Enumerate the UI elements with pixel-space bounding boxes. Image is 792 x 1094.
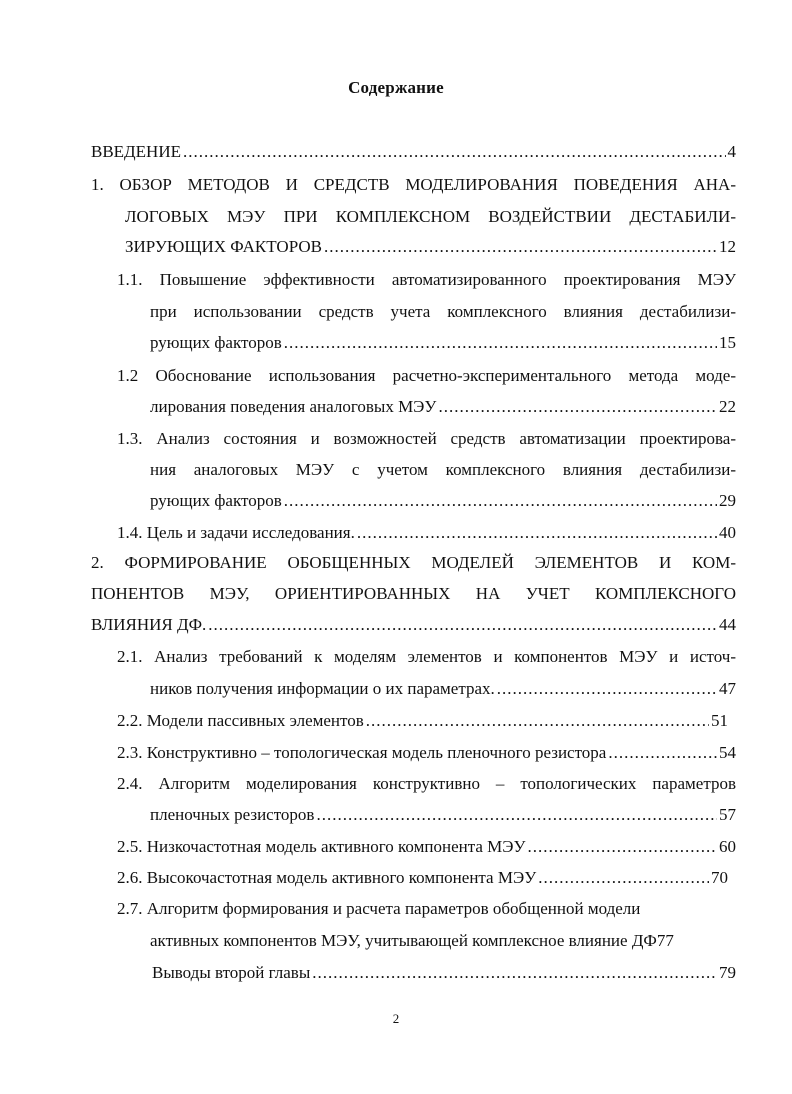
toc-entry-text: 1.3. Анализ состояния и возможностей средств автоматизации проектирова- — [117, 429, 736, 448]
page-title: Содержание — [348, 78, 444, 97]
toc-section-2-3 — [117, 743, 736, 763]
toc-page-number: 79 — [719, 963, 736, 982]
toc-page-number: 57 — [719, 805, 736, 824]
toc-page-number: 51 — [711, 711, 728, 730]
toc-entry-text: ВВЕДЕНИЕ — [91, 142, 181, 161]
toc-entry-text: рующих факторов — [150, 491, 282, 510]
toc-chapter-2-line-1 — [91, 553, 736, 573]
toc-page-number: 44 — [719, 615, 736, 634]
toc-chapter-1-line-2 — [125, 207, 736, 227]
toc-page-number: 54 — [719, 743, 736, 762]
toc-entry-text: ПОНЕНТОВ МЭУ, ОРИЕНТИРОВАННЫХ НА УЧЕТ КОМПЛЕКСНОГО — [91, 584, 736, 603]
toc-section-2-7-line-2 — [150, 931, 736, 951]
toc-chapter-1-line-1 — [91, 175, 736, 195]
dot-leader — [324, 237, 717, 257]
dot-leader — [438, 397, 717, 417]
toc-section-1-1-line-3 — [150, 333, 736, 353]
dot-leader — [497, 679, 717, 699]
page-number: 2 — [392, 1011, 400, 1026]
toc-entry-introduction — [91, 142, 736, 162]
toc-section-1-4 — [117, 523, 736, 543]
toc-page-number: 12 — [719, 237, 736, 256]
toc-entry-text: при использовании средств учета комплексного влияния дестабилизи- — [150, 302, 736, 321]
toc-entry-text: 2.1. Анализ требований к моделям элементов и компонентов МЭУ и источ- — [117, 647, 736, 666]
dot-leader — [208, 615, 717, 635]
toc-entry-text: лирования поведения аналоговых МЭУ — [150, 397, 437, 416]
toc-entry-text: 1.2 Обоснование использования расчетно-экспериментального метода моде- — [117, 366, 736, 385]
toc-page-number: 47 — [719, 679, 736, 698]
dot-leader — [316, 805, 717, 825]
toc-chapter-2-conclusions — [152, 963, 736, 983]
toc-entry-text: 1. ОБЗОР МЕТОДОВ И СРЕДСТВ МОДЕЛИРОВАНИЯ ПОВЕДЕНИЯ АНА- — [91, 175, 736, 194]
toc-section-1-3-line-1 — [117, 429, 736, 449]
dot-leader — [528, 837, 717, 857]
toc-entry-text: активных компонентов МЭУ, учитывающей комплексное влияние ДФ77 — [150, 931, 674, 950]
dot-leader — [312, 963, 717, 983]
toc-section-2-5 — [117, 837, 736, 857]
toc-page-number: 15 — [719, 333, 736, 352]
toc-section-1-3-line-3 — [150, 491, 736, 511]
toc-entry-text: 2.3. Конструктивно – топологическая модель пленочного резистора — [117, 743, 607, 762]
dot-leader — [284, 491, 717, 511]
toc-section-2-4-line-1 — [117, 774, 736, 794]
toc-section-2-2 — [117, 711, 728, 731]
toc-entry-text: ЛОГОВЫХ МЭУ ПРИ КОМПЛЕКСНОМ ВОЗДЕЙСТВИИ ДЕСТАБИЛИ- — [125, 207, 736, 226]
dot-leader — [183, 142, 726, 162]
toc-entry-text: рующих факторов — [150, 333, 282, 352]
toc-section-1-2-line-2 — [150, 397, 736, 417]
toc-chapter-2-line-3 — [91, 615, 736, 635]
toc-section-2-6 — [117, 868, 728, 888]
toc-entry-text: Выводы второй главы — [152, 963, 311, 982]
toc-section-2-1-line-1 — [117, 647, 736, 667]
toc-entry-text: 2. ФОРМИРОВАНИЕ ОБОБЩЕННЫХ МОДЕЛЕЙ ЭЛЕМЕНТОВ И КОМ- — [91, 553, 736, 572]
toc-entry-text: ников получения информации о их параметрах. — [150, 679, 495, 698]
toc-section-1-1-line-2 — [150, 302, 736, 322]
toc-entry-text: 2.4. Алгоритм моделирования конструктивно – топологических параметров — [117, 774, 736, 793]
toc-entry-text: 2.6. Высокочастотная модель активного компонента МЭУ — [117, 868, 537, 887]
toc-entry-text: пленочных резисторов — [150, 805, 315, 824]
toc-section-2-4-line-2 — [150, 805, 736, 825]
toc-page-number: 40 — [719, 523, 736, 542]
dot-leader — [538, 868, 709, 888]
toc-page-number: 29 — [719, 491, 736, 510]
toc-chapter-1-line-3 — [125, 237, 736, 257]
toc-entry-text: 2.7. Алгоритм формирования и расчета параметров обобщенной модели — [117, 899, 641, 918]
toc-section-1-2-line-1 — [117, 366, 736, 386]
toc-page-number: 4 — [727, 142, 736, 161]
toc-section-1-3-line-2 — [150, 460, 736, 480]
toc-entry-text: 2.2. Модели пассивных элементов — [117, 711, 364, 730]
dot-leader — [366, 711, 709, 731]
toc-page-number: 70 — [711, 868, 728, 887]
toc-entry-text: ЗИРУЮЩИХ ФАКТОРОВ — [125, 237, 322, 256]
toc-page-number: 60 — [719, 837, 736, 856]
dot-leader — [608, 743, 717, 763]
dot-leader — [357, 523, 717, 543]
toc-entry-text: ВЛИЯНИЯ ДФ. — [91, 615, 207, 634]
toc-entry-text: 1.4. Цель и задачи исследования. — [117, 523, 355, 542]
toc-entry-text: 2.5. Низкочастотная модель активного компонента МЭУ — [117, 837, 526, 856]
toc-entry-text: ния аналоговых МЭУ с учетом комплексного влияния дестабилизи- — [150, 460, 736, 479]
toc-page-number: 22 — [719, 397, 736, 416]
toc-section-1-1-line-1 — [117, 270, 736, 290]
toc-entry-text: 1.1. Повышение эффективности автоматизированного проектирования МЭУ — [117, 270, 736, 289]
toc-section-2-7-line-1 — [117, 899, 736, 919]
toc-section-2-1-line-2 — [150, 679, 736, 699]
dot-leader — [284, 333, 717, 353]
toc-chapter-2-line-2 — [91, 584, 736, 604]
